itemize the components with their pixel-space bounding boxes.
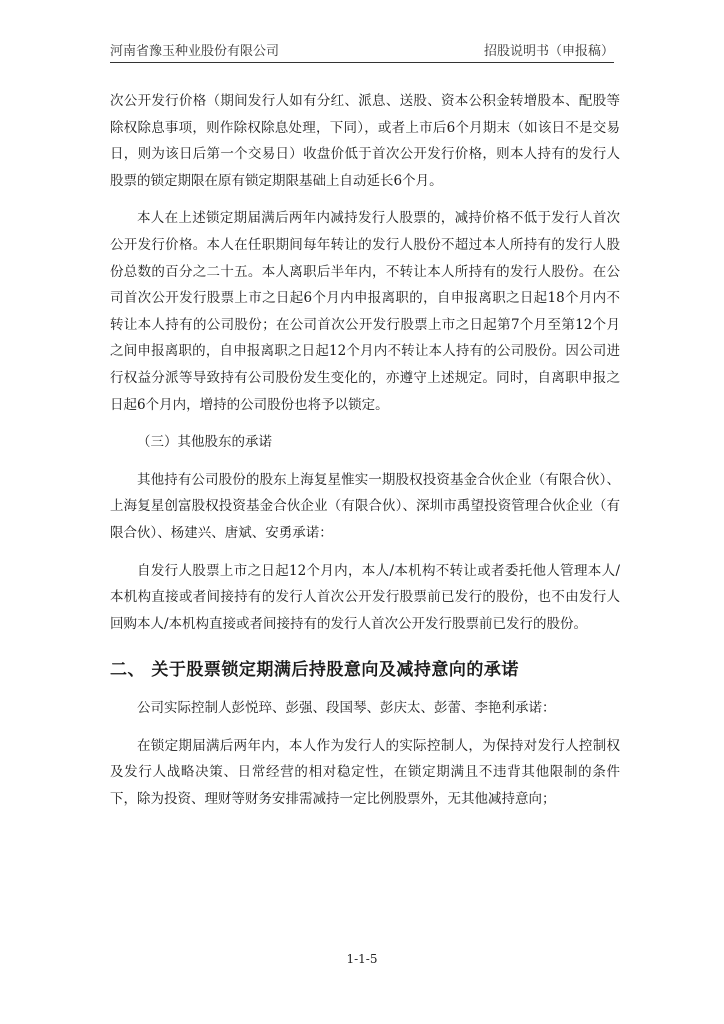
- header-document-title: 招股说明书（申报稿）: [483, 44, 614, 59]
- paragraph-lockup-extension: 次公开发行价格（期间发行人如有分红、派息、送股、资本公积金转增股本、配股等除权除息事项，则作除权除息处理，下同），或者上市后6个月期末（如该日不是交易日，则为该日后第一个交易日）收盘价低于首次公开发行价格，则本人持有的发行人股票的锁定期限在原有锁定期限基础上自动延长6个月。: [110, 93, 620, 189]
- section-heading-holding-intent: 二、 关于股票锁定期满后持股意向及减持意向的承诺: [110, 660, 519, 681]
- page-header: [110, 40, 614, 60]
- document-body: [110, 88, 620, 813]
- paragraph-reduction-intent: 在锁定期届满后两年内，本人作为发行人的实际控制人，为保持对发行人控制权及发行人战略决策、日常经营的相对稳定性，在锁定期满且不违背其他限制的条件下，除为投资、理财等财务安排需减持一定比例股票外，无其他减持意向；: [110, 737, 620, 808]
- paragraph-12-month-lockup: 自发行人股票上市之日起12个月内，本人/本机构不转让或者委托他人管理本人/本机构直接或者间接持有的发行人首次公开发行股票前已发行的股份，也不由发行人回购本人/本机构直接或者间接持有的发行人首次公开发行股票前已发行的股份。: [110, 562, 620, 632]
- sub-heading-other-shareholders: （三）其他股东的承诺: [137, 434, 272, 451]
- paragraph-other-shareholders-list: 其他持有公司股份的股东上海复星惟实一期股权投资基金合伙企业（有限合伙）、上海复星创富股权投资基金合伙企业（有限合伙）、深圳市禹望投资管理合伙企业（有限合伙）、杨建兴、唐斌、安勇承诺：: [110, 471, 620, 541]
- paragraph-controllers-commit: 公司实际控制人彭悦琗、彭强、段国琴、彭庆太、彭蕾、李艳利承诺：: [137, 700, 556, 717]
- paragraph-reduction-price: 本人在上述锁定期届满后两年内减持发行人股票的，减持价格不低于发行人首次公开发行价格。本人在任职期间每年转让的发行人股份不超过本人所持有的发行人股份总数的百分之二十五。本人离职后半年内，不转让本人所持有的发行人股份。在公司首次公开发行股票上市之日起6个月内申报离职的，自申报离职之日起18个月内不转让本人持有的公司股份；在公司首次公开发行股票上市之日起第7个月至第12个月之间申报离职的，自申报离职之日起12个月内不转让本人持有的公司股份。因公司进行权益分派等导致持有公司股份发生变化的，亦遵守上述规定。同时，自离职申报之日起6个月内，增持的公司股份也将予以锁定。: [110, 210, 620, 413]
- header-divider: [110, 62, 614, 63]
- header-company-name: 河南省豫玉种业股份有限公司: [110, 44, 280, 59]
- page-number: 1-1-5: [346, 952, 378, 966]
